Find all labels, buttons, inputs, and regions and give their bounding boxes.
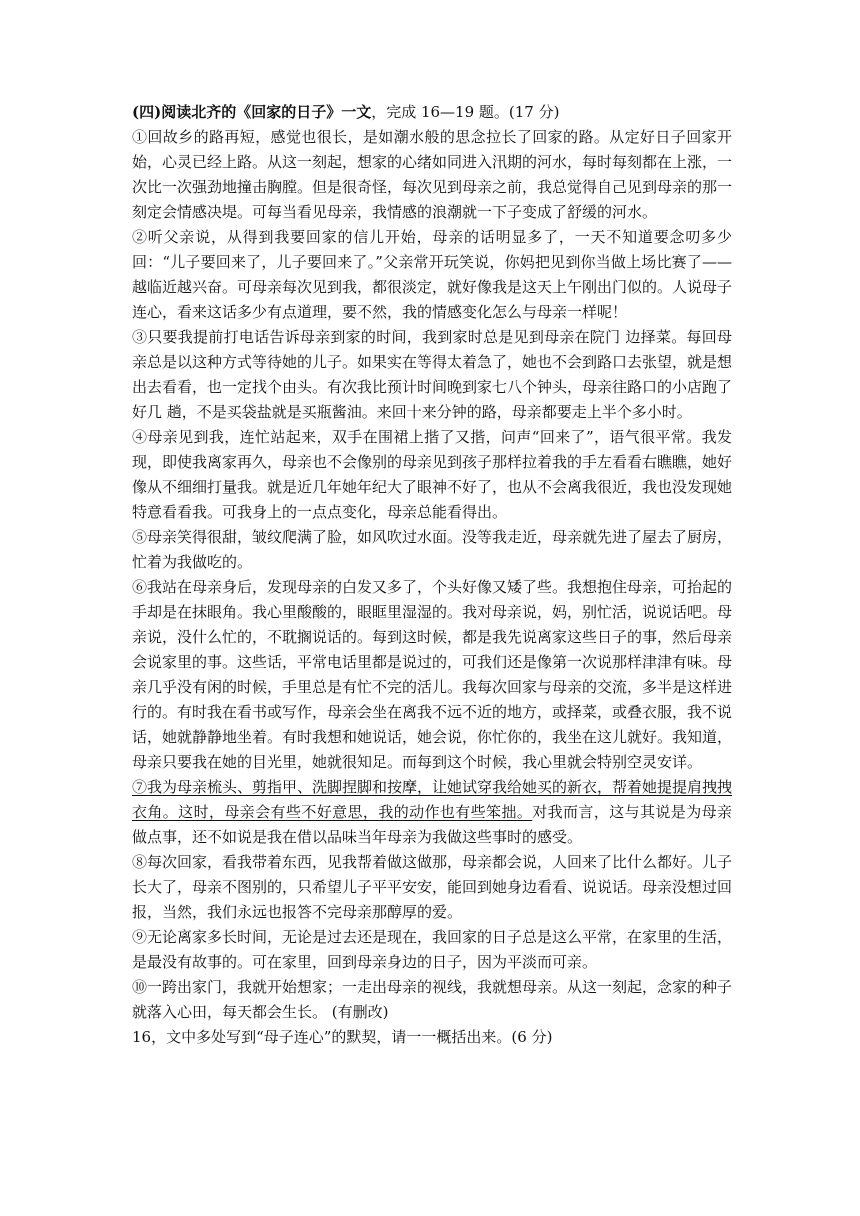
paragraph-2: ②听父亲说，从得到我要回家的信儿开始，母亲的话明显多了，一天不知道要念叨多少回：“儿子要回来了，儿子要回来了。”父亲常开玩笑说，你妈把见到你当做上场比赛了——越临近越兴奋。可母亲每次见到我，都很淡定，就好像我是这天上午刚出门似的。人说母子连心，看来这话多少有点道理，要不然，我的情感变化怎么与母亲一样呢！ [132,228,733,321]
paragraph-7 [132,775,732,850]
document-page [132,100,732,1050]
paragraph-7-underlined: ⑦我为母亲梳头、剪指甲、洗脚捏脚和按摩，让她试穿我给她买的新衣，帮着她提提肩拽拽衣角。这时，母亲会有些不好意思，我的动作也有些笨拙。 [132,778,733,821]
heading-rest: ，完成 16—19 题。(17 分) [371,103,560,121]
paragraph-6: ⑥我站在母亲身后，发现母亲的白发又多了，个头好像又矮了些。我想抱住母亲，可抬起的手却是在抹眼角。我心里酸酸的，眼眶里湿湿的。我对母亲说，妈，别忙活，说说话吧。母亲说，没什么忙的，不耽搁说话的。每到这时候，都是我先说离家这些日子的事，然后母亲会说家里的事。这些话，平常电话里都是说过的，可我们还是像第一次说那样津津有味。母亲几乎没有闲的时候，手里总是有忙不完的活儿。我每次回家与母亲的交流，多半是这样进行的。有时我在看书或写作，母亲会坐在离我不远不近的地方，或择菜，或叠衣服，我不说话，她就静静地坐着。有时我想和她说话，她会说，你忙你的，我坐在这儿就好。我知道，母亲只要我在她的目光里，她就很知足。而每到这个时候，我心里就会特别空灵安详。 [132,578,733,771]
paragraph-1: ①回故乡的路再短，感觉也很长，是如潮水般的思念拉长了回家的路。从定好日子回家开始，心灵已经上路。从这一刻起，想家的心绪如同进入汛期的河水，每时每刻都在上涨，一次比一次强劲地撞击胸膛。但是很奇怪，每次见到母亲之前，我总觉得自己见到母亲的那一刻定会情感决堤。可每当看见母亲，我情感的浪潮就一下子变成了舒缓的河水。 [132,128,733,221]
heading-bold: (四)阅读北齐的《回家的日子》一文 [132,103,372,121]
paragraph-3: ③只要我提前打电话告诉母亲到家的时间，我到家时总是见到母亲在院门 边择菜。每回母亲总是以这种方式等待她的儿子。如果实在等得太着急了，她也不会到路口去张望，就是想出去看看，也一定找个由头。有次我比预计时间晚到家七八个钟头，母亲往路口的小店跑了好几 趟，不是买袋盐就是买瓶酱油。来回十来分钟的路，母亲都要走上半个多小时。 [132,328,733,421]
section-heading [132,100,732,125]
paragraph-10: ⑩一跨出家门，我就开始想家；一走出母亲的视线，我就想母亲。从这一刻起，念家的种子就落入心田，每天都会生长。 (有删改) [132,978,733,1021]
question-16: 16，文中多处写到“母子连心”的默契，请一一概括出来。(6 分) [132,1028,553,1046]
paragraph-5: ⑤母亲笑得很甜，皱纹爬满了脸，如风吹过水面。没等我走近，母亲就先进了屋去了厨房，忙着为我做吃的。 [132,528,733,571]
paragraph-9: ⑨无论离家多长时间，无论是过去还是现在，我回家的日子总是这么平常，在家里的生活，是最没有故事的。可在家里，回到母亲身边的日子，因为平淡而可亲。 [132,928,733,971]
paragraph-7-rest: 对我而言，这与其说是为母亲做点事，还不如说是我在借以品味当年母亲为我做这些事时的感受。 [132,803,732,846]
paragraph-8: ⑧每次回家，看我带着东西，见我帮着做这做那，母亲都会说，人回来了比什么都好。儿子长大了，母亲不图别的，只希望儿子平平安安，能回到她身边看看、说说话。母亲没想过回报，当然，我们永远也报答不完母亲那醇厚的爱。 [132,853,733,921]
paragraph-4: ④母亲见到我，连忙站起来，双手在围裙上揩了又揩，问声“回来了”，语气很平常。我发现，即使我离家再久，母亲也不会像别的母亲见到孩子那样拉着我的手左看看右瞧瞧，她好像从不细细打量我。就是近几年她年纪大了眼神不好了，也从不会离我很近，我也没发现她特意看看我。可我身上的一点点变化，母亲总能看得出。 [132,428,733,521]
